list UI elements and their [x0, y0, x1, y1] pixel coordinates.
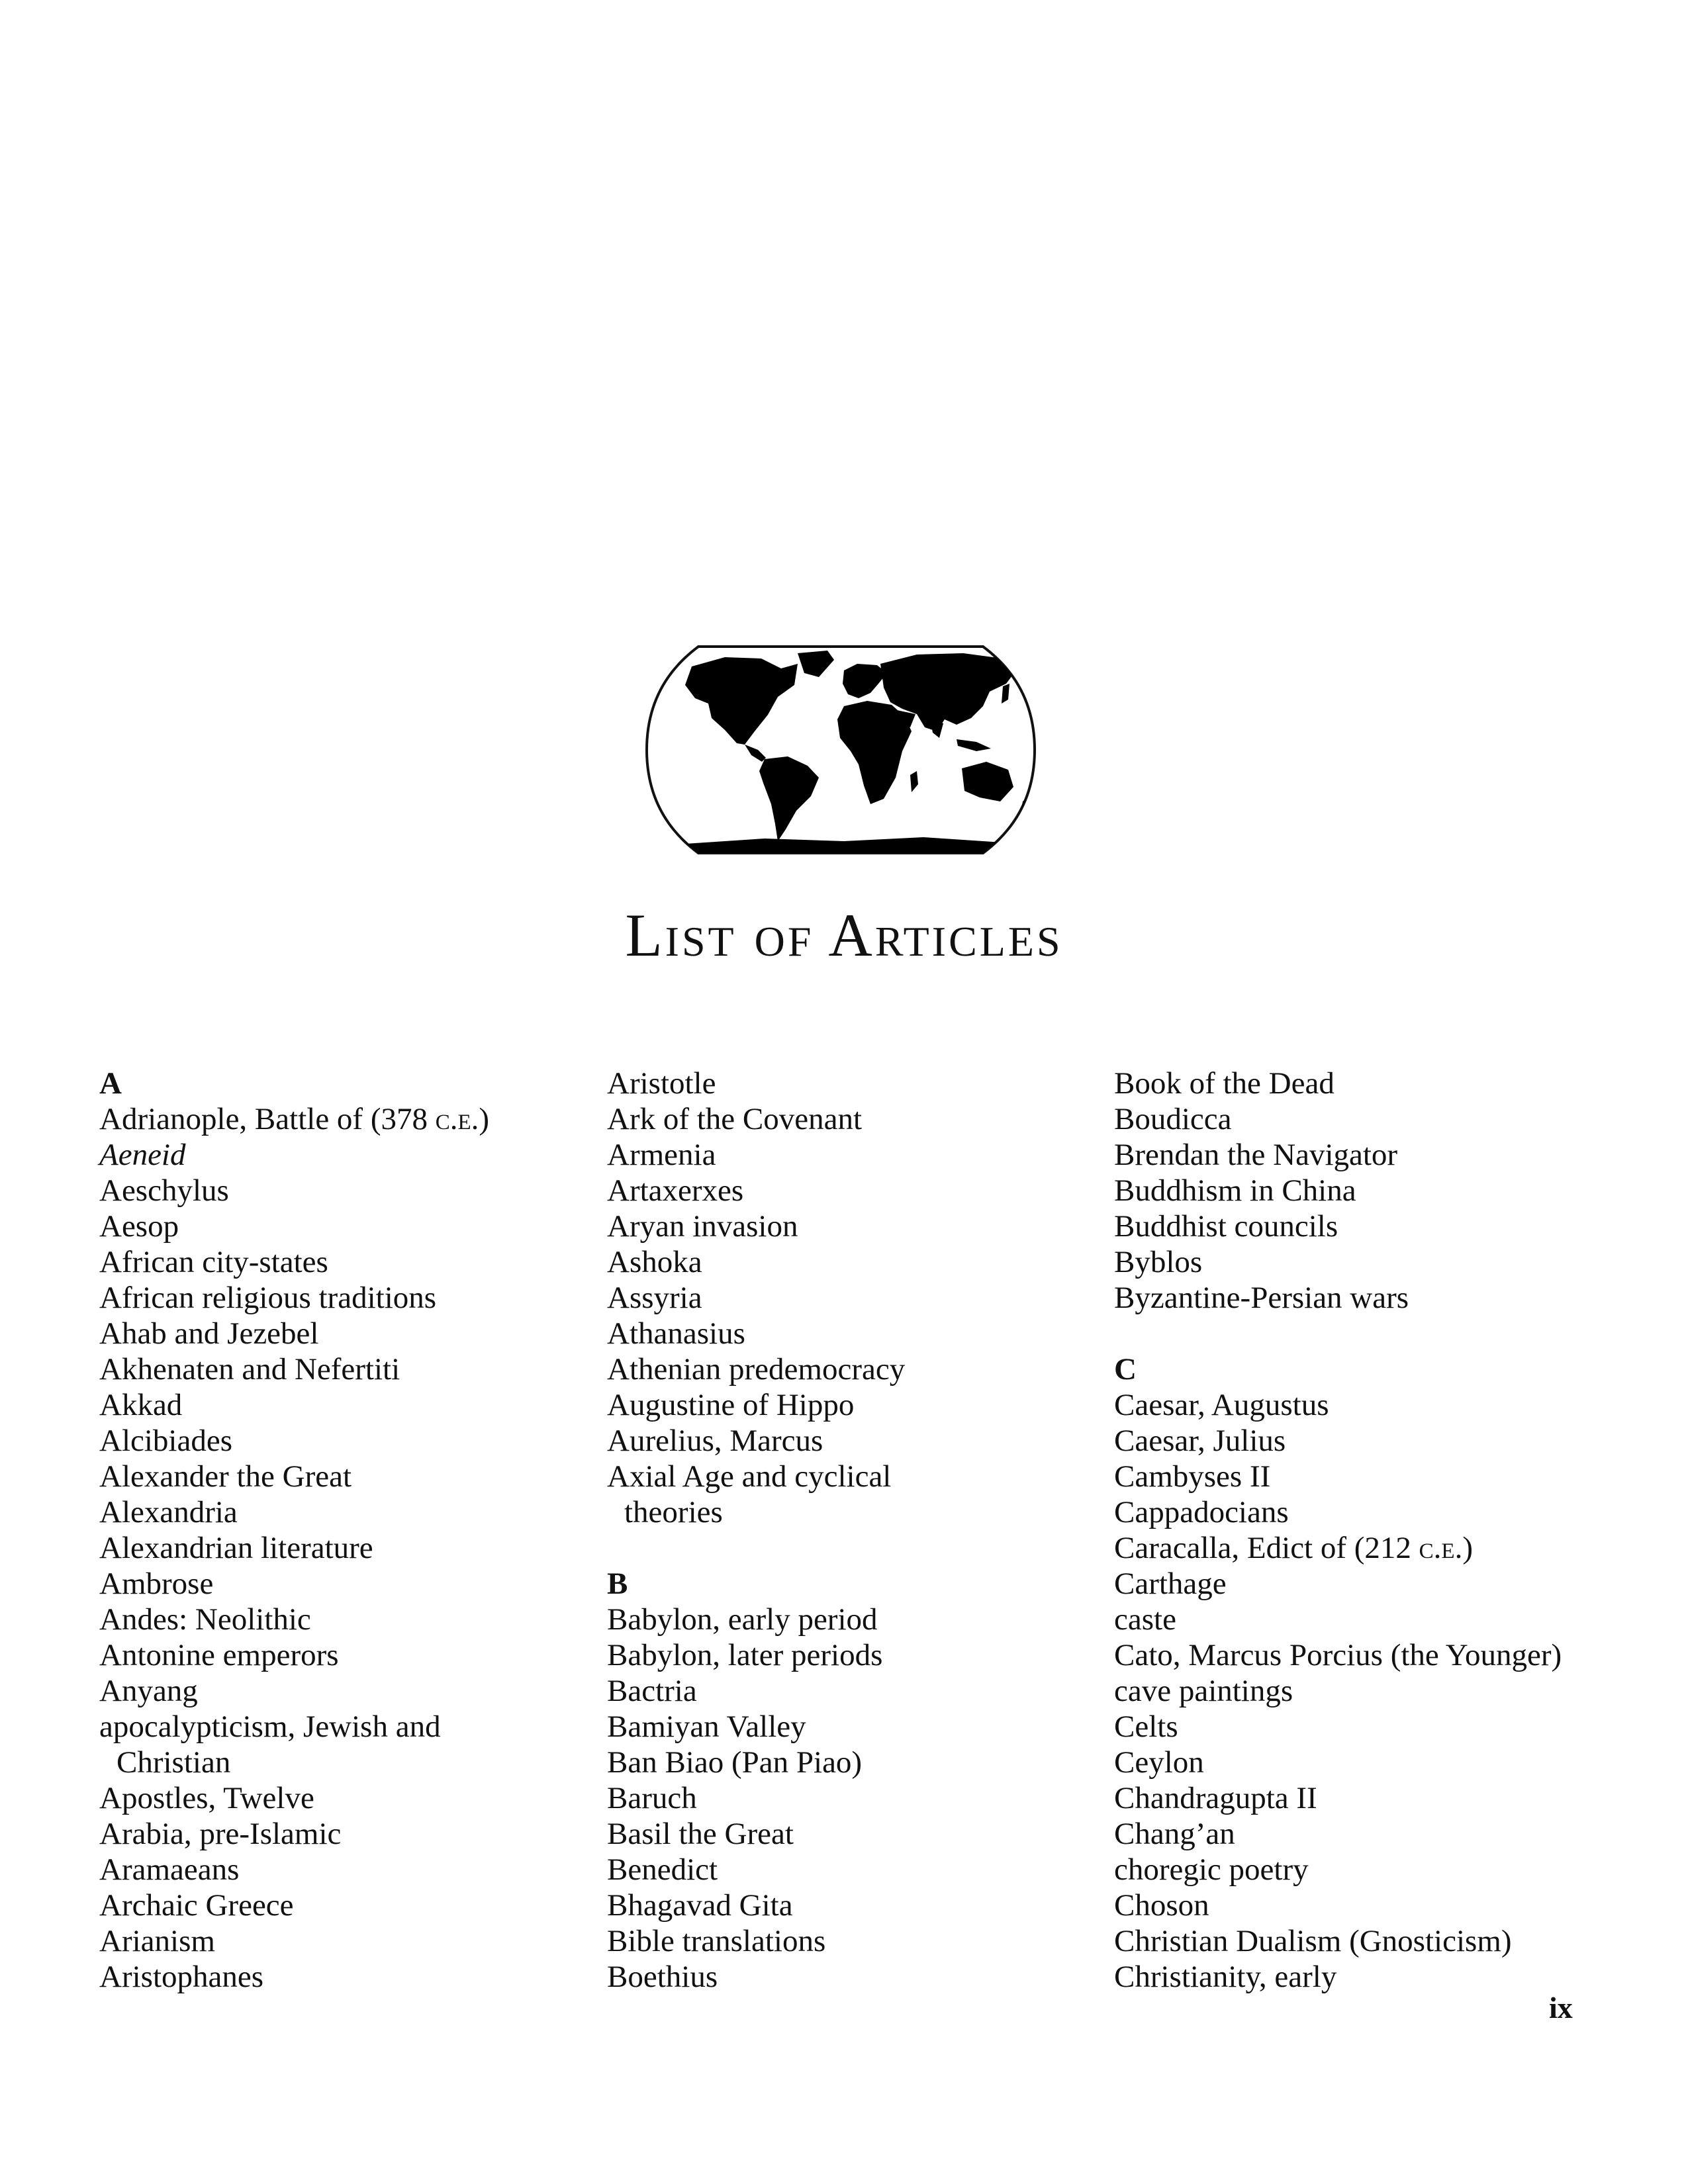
article-entry [607, 1459, 1137, 1530]
article-title: Apostles, Twelve [99, 1781, 314, 1815]
article-entry [1114, 1494, 1644, 1530]
article-entry [99, 1494, 629, 1530]
article-entry [99, 1923, 629, 1959]
article-entry [99, 1959, 629, 1995]
letter-heading: A [99, 1066, 122, 1101]
article-entry [607, 1637, 1137, 1673]
article-entry [1114, 1923, 1644, 1959]
article-title: Aristophanes [99, 1960, 264, 1994]
article-entry [99, 1602, 629, 1637]
article-title: Babylon, early period [607, 1602, 878, 1637]
article-entry [607, 1066, 1137, 1101]
article-entry [607, 1244, 1137, 1280]
article-title: Aramaeans [99, 1852, 240, 1887]
article-title: Aeneid [99, 1138, 186, 1172]
article-entry [607, 1780, 1137, 1816]
article-entry [1114, 1637, 1644, 1673]
article-title: Andes: Neolithic [99, 1602, 311, 1637]
article-title: Celts [1114, 1709, 1178, 1744]
article-title: Ambrose [99, 1567, 214, 1601]
article-entry [1114, 1780, 1644, 1816]
article-title: Caesar, Julius [1114, 1424, 1286, 1458]
era-abbreviation: c.e. [435, 1102, 479, 1136]
article-title: Cambyses II [1114, 1459, 1271, 1494]
article-title: Ahab and Jezebel [99, 1316, 319, 1351]
article-entry [1114, 1816, 1644, 1852]
article-title: Benedict [607, 1852, 718, 1887]
article-entry [1114, 1280, 1644, 1316]
article-entry [1114, 1673, 1644, 1709]
article-entry [607, 1745, 1137, 1780]
article-title: Athenian predemocracy [607, 1352, 906, 1387]
article-title: Ban Biao (Pan Piao) [607, 1745, 863, 1780]
article-entry [1114, 1530, 1644, 1566]
article-title: Ashoka [607, 1245, 702, 1279]
article-title: Aurelius, Marcus [607, 1424, 823, 1458]
closing-paren: ) [479, 1102, 490, 1136]
article-entry [607, 1602, 1137, 1637]
article-title-continuation: Christian [117, 1745, 231, 1780]
article-entry [99, 1709, 629, 1780]
article-title: Alcibiades [99, 1424, 232, 1458]
article-title: Alexandrian literature [99, 1531, 373, 1565]
article-title: Artaxerxes [607, 1173, 744, 1208]
article-entry [99, 1244, 629, 1280]
article-title: Assyria [607, 1281, 702, 1315]
article-title: Arianism [99, 1924, 215, 1958]
article-title: Boudicca [1114, 1102, 1232, 1136]
article-title: Aristotle [607, 1066, 716, 1101]
article-entry [99, 1208, 629, 1244]
article-entry [607, 1816, 1137, 1852]
article-entry [1114, 1137, 1644, 1173]
article-entry [99, 1101, 629, 1137]
letter-heading: B [607, 1567, 628, 1601]
article-title: Caracalla, Edict of (212 [1114, 1531, 1419, 1565]
article-title: Brendan the Navigator [1114, 1138, 1398, 1172]
article-title: Cappadocians [1114, 1495, 1289, 1529]
article-title: Book of the Dead [1114, 1066, 1335, 1101]
article-entry [607, 1673, 1137, 1709]
article-entry [99, 1637, 629, 1673]
article-entry [607, 1423, 1137, 1459]
article-entry [99, 1566, 629, 1602]
era-abbreviation: c.e. [1419, 1531, 1463, 1565]
article-entry [1114, 1244, 1644, 1280]
article-title: Byzantine-Persian wars [1114, 1281, 1409, 1315]
article-entry [99, 1673, 629, 1709]
article-entry [1114, 1459, 1644, 1494]
article-entry [607, 1923, 1137, 1959]
article-entry [99, 1387, 629, 1423]
article-title: Chang’an [1114, 1817, 1235, 1851]
article-entry [1114, 1709, 1644, 1745]
article-entry [607, 1351, 1137, 1387]
article-entry [1114, 1173, 1644, 1208]
article-title: Boethius [607, 1960, 718, 1994]
article-title: Ceylon [1114, 1745, 1204, 1780]
article-title: Ark of the Covenant [607, 1102, 863, 1136]
article-title: Christianity, early [1114, 1960, 1337, 1994]
article-entry [1114, 1745, 1644, 1780]
article-title: Aryan invasion [607, 1209, 798, 1244]
article-entry [99, 1316, 629, 1351]
article-entry [607, 1173, 1137, 1208]
article-entry [607, 1709, 1137, 1745]
article-title: Buddhism in China [1114, 1173, 1356, 1208]
article-title: Aeschylus [99, 1173, 229, 1208]
article-title: Babylon, later periods [607, 1638, 883, 1672]
section-gap [607, 1530, 1137, 1566]
article-entry [607, 1852, 1137, 1888]
article-entry [99, 1280, 629, 1316]
closing-paren: ) [1462, 1531, 1473, 1565]
article-entry [1114, 1959, 1644, 1995]
article-title: caste [1114, 1602, 1176, 1637]
article-entry [99, 1137, 629, 1173]
article-entry [99, 1780, 629, 1816]
article-title: Augustine of Hippo [607, 1388, 855, 1422]
article-title: Archaic Greece [99, 1888, 294, 1923]
article-entry [1114, 1387, 1644, 1423]
article-title: Armenia [607, 1138, 716, 1172]
article-title: Chandragupta II [1114, 1781, 1317, 1815]
article-title: Athanasius [607, 1316, 745, 1351]
article-entry [607, 1316, 1137, 1351]
article-title-continuation: theories [624, 1495, 723, 1529]
article-entry [607, 1101, 1137, 1137]
article-title: apocalypticism, Jewish and [99, 1709, 441, 1744]
article-title: Akkad [99, 1388, 183, 1422]
page-title: List of Articles [625, 901, 1063, 969]
article-entry [1114, 1888, 1644, 1923]
article-column-1 [99, 1066, 629, 1995]
article-title: Choson [1114, 1888, 1209, 1923]
article-entry [607, 1280, 1137, 1316]
article-title: Bamiyan Valley [607, 1709, 806, 1744]
article-title: African religious traditions [99, 1281, 437, 1315]
article-title: Buddhist councils [1114, 1209, 1338, 1244]
article-entry [1114, 1066, 1644, 1101]
article-title: Christian Dualism (Gnosticism) [1114, 1924, 1512, 1958]
article-entry [99, 1173, 629, 1208]
article-entry [1114, 1566, 1644, 1602]
article-entry [99, 1351, 629, 1387]
article-entry [1114, 1208, 1644, 1244]
article-entry [607, 1959, 1137, 1995]
article-title: Bible translations [607, 1924, 826, 1958]
world-map-icon [645, 645, 1036, 854]
article-title: Anyang [99, 1674, 198, 1708]
article-title: Aesop [99, 1209, 179, 1244]
article-title: Bactria [607, 1674, 697, 1708]
article-title: Byblos [1114, 1245, 1203, 1279]
article-title: Axial Age and cyclical [607, 1459, 892, 1494]
article-entry [1114, 1101, 1644, 1137]
article-title: Akhenaten and Nefertiti [99, 1352, 400, 1387]
article-entry [1114, 1602, 1644, 1637]
article-entry [1114, 1423, 1644, 1459]
article-title: Arabia, pre-Islamic [99, 1817, 342, 1851]
article-title: Baruch [607, 1781, 697, 1815]
article-title: Cato, Marcus Porcius (the Younger) [1114, 1638, 1562, 1672]
section-gap [1114, 1316, 1644, 1351]
article-column-3 [1114, 1066, 1644, 1995]
article-title: Alexandria [99, 1495, 238, 1529]
article-title: Carthage [1114, 1567, 1227, 1601]
page-number: ix [1549, 1991, 1573, 2025]
article-entry [99, 1816, 629, 1852]
article-title: cave paintings [1114, 1674, 1293, 1708]
article-entry [99, 1530, 629, 1566]
article-entry [1114, 1852, 1644, 1888]
article-entry [607, 1888, 1137, 1923]
article-entry [99, 1459, 629, 1494]
article-entry [99, 1888, 629, 1923]
letter-heading: C [1114, 1352, 1137, 1387]
article-column-2 [607, 1066, 1137, 1995]
article-title: choregic poetry [1114, 1852, 1309, 1887]
article-entry [99, 1852, 629, 1888]
article-title: Caesar, Augustus [1114, 1388, 1329, 1422]
article-entry [607, 1137, 1137, 1173]
article-title: Antonine emperors [99, 1638, 339, 1672]
article-title: Alexander the Great [99, 1459, 352, 1494]
article-title: African city-states [99, 1245, 328, 1279]
article-entry [607, 1208, 1137, 1244]
article-title: Basil the Great [607, 1817, 794, 1851]
article-entry [99, 1423, 629, 1459]
article-entry [607, 1387, 1137, 1423]
article-title: Bhagavad Gita [607, 1888, 793, 1923]
article-title: Adrianople, Battle of (378 [99, 1102, 436, 1136]
